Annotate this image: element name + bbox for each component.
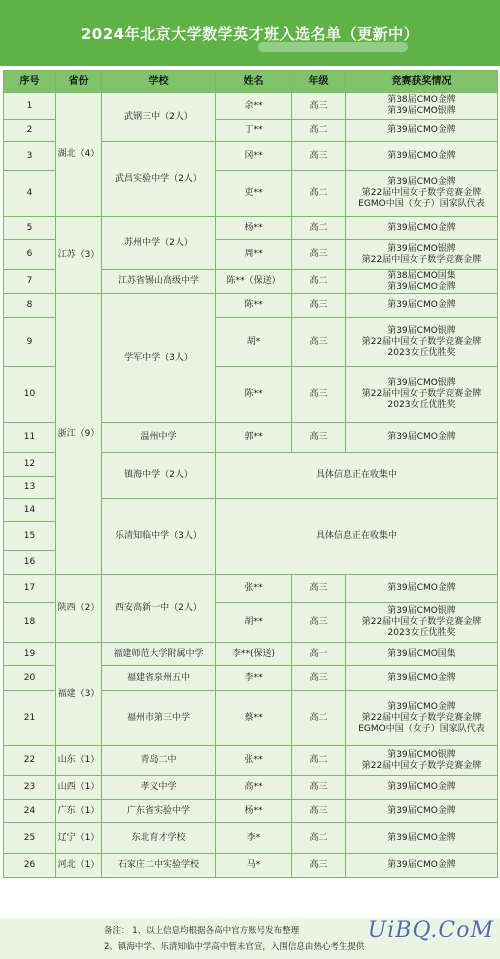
pending-info-cell: 具体信息正在收集中 <box>216 499 498 575</box>
grade-cell: 高三 <box>292 367 346 423</box>
student-name: 杨** <box>216 217 292 240</box>
row-index: 1 <box>4 93 56 120</box>
table-row <box>4 776 498 800</box>
awards-cell: 第39届CMO金牌 第22届中国女子数学竞赛金牌 EGMO中国（女子）国家队代表 <box>346 691 498 746</box>
province-cell: 河北（1） <box>56 854 102 878</box>
row-index: 8 <box>4 294 56 318</box>
roster-table <box>3 70 498 878</box>
awards-cell: 第39届CMO金牌 <box>346 823 498 854</box>
header-awards: 竞赛获奖情况 <box>346 71 498 93</box>
school-cell: 学军中学（3人） <box>102 294 216 423</box>
row-index: 22 <box>4 746 56 776</box>
school-cell: 武昌实验中学（2人） <box>102 142 216 217</box>
table-row <box>4 575 498 603</box>
blurred-subtitle <box>258 42 408 52</box>
school-cell: 温州中学 <box>102 423 216 453</box>
row-index: 7 <box>4 270 56 294</box>
student-name: 陈**（保送） <box>216 270 292 294</box>
awards-cell: 第39届CMO金牌 <box>346 120 498 142</box>
row-index: 12 <box>4 453 56 477</box>
row-index: 13 <box>4 477 56 499</box>
grade-cell: 高三 <box>292 93 346 120</box>
grade-cell: 高三 <box>292 423 346 453</box>
grade-cell: 高三 <box>292 294 346 318</box>
table-row <box>4 746 498 776</box>
row-index: 23 <box>4 776 56 800</box>
province-cell: 福建（3） <box>56 643 102 746</box>
province-cell: 辽宁（1） <box>56 823 102 854</box>
awards-cell: 第39届CMO银牌 第22届中国女子数学竞赛金牌 2023女丘优胜奖 <box>346 318 498 367</box>
school-cell: 乐清知临中学（3人） <box>102 499 216 575</box>
row-index: 14 <box>4 499 56 522</box>
grade-cell: 高三 <box>292 776 346 800</box>
awards-cell: 第39届CMO金牌 <box>346 666 498 691</box>
row-index: 15 <box>4 522 56 551</box>
grade-cell: 高二 <box>292 823 346 854</box>
pending-info-cell: 具体信息正在收集中 <box>216 453 498 499</box>
province-cell: 广东（1） <box>56 800 102 823</box>
student-name: 杨** <box>216 800 292 823</box>
row-index: 24 <box>4 800 56 823</box>
awards-cell: 第39届CMO金牌 <box>346 217 498 240</box>
awards-cell: 第38届CMO金牌 第39届CMO银牌 <box>346 93 498 120</box>
awards-cell: 第39届CMO金牌 <box>346 854 498 878</box>
province-cell: 山东（1） <box>56 746 102 776</box>
grade-cell: 高二 <box>292 171 346 217</box>
student-name: 吏** <box>216 171 292 217</box>
table-row <box>4 854 498 878</box>
school-cell: 镇海中学（2人） <box>102 453 216 499</box>
province-cell: 江苏（3） <box>56 217 102 294</box>
page-title: 2024年北京大学数学英才班入选名单（更新中） <box>80 24 420 43</box>
student-name: 余** <box>216 93 292 120</box>
header-name: 姓名 <box>216 71 292 93</box>
row-index: 4 <box>4 171 56 217</box>
row-index: 21 <box>4 691 56 746</box>
row-index: 6 <box>4 240 56 270</box>
row-index: 17 <box>4 575 56 603</box>
school-cell: 孝义中学 <box>102 776 216 800</box>
row-index: 2 <box>4 120 56 142</box>
grade-cell: 高一 <box>292 643 346 666</box>
school-cell: 苏州中学（2人） <box>102 217 216 270</box>
awards-cell: 第39届CMO金牌 <box>346 423 498 453</box>
student-name: 胡** <box>216 603 292 643</box>
grade-cell: 高二 <box>292 270 346 294</box>
table-row <box>4 217 498 240</box>
awards-cell: 第38届CMO国集 第39届CMO金牌 <box>346 270 498 294</box>
row-index: 16 <box>4 551 56 575</box>
student-name: 冈** <box>216 142 292 171</box>
student-name: 李** <box>216 666 292 691</box>
student-name: 陈** <box>216 367 292 423</box>
school-cell: 福建省泉州五中 <box>102 666 216 691</box>
grade-cell: 高三 <box>292 318 346 367</box>
province-cell: 山西（1） <box>56 776 102 800</box>
table-row <box>4 93 498 120</box>
student-name: 周** <box>216 240 292 270</box>
row-index: 5 <box>4 217 56 240</box>
student-name: 马* <box>216 854 292 878</box>
table-row <box>4 800 498 823</box>
header-index: 序号 <box>4 71 56 93</box>
student-name: 郭** <box>216 423 292 453</box>
school-cell: 广东省实验中学 <box>102 800 216 823</box>
row-index: 3 <box>4 142 56 171</box>
watermark-logo: UiBQ.CoM <box>367 918 494 943</box>
student-name: 高** <box>216 776 292 800</box>
school-cell: 江苏省锡山高级中学 <box>102 270 216 294</box>
row-index: 25 <box>4 823 56 854</box>
row-index: 11 <box>4 423 56 453</box>
awards-cell: 第39届CMO银牌 第22届中国女子数学竞赛金牌 <box>346 746 498 776</box>
student-name: 张** <box>216 746 292 776</box>
awards-cell: 第39届CMO金牌 <box>346 294 498 318</box>
header-province: 省份 <box>56 71 102 93</box>
row-index: 10 <box>4 367 56 423</box>
student-name: 陈** <box>216 294 292 318</box>
grade-cell: 高二 <box>292 746 346 776</box>
awards-cell: 第39届CMO金牌 <box>346 800 498 823</box>
school-cell: 石家庄二中实验学校 <box>102 854 216 878</box>
student-name: 丁** <box>216 120 292 142</box>
grade-cell: 高三 <box>292 603 346 643</box>
awards-cell: 第39届CMO银牌 第22届中国女子数学竞赛金牌 2023女丘优胜奖 <box>346 367 498 423</box>
table-header-row <box>4 71 498 93</box>
school-cell: 东北育才学校 <box>102 823 216 854</box>
header-school: 学校 <box>102 71 216 93</box>
grade-cell: 高二 <box>292 691 346 746</box>
awards-cell: 第39届CMO金牌 <box>346 142 498 171</box>
student-name: 胡* <box>216 318 292 367</box>
row-index: 19 <box>4 643 56 666</box>
grade-cell: 高二 <box>292 217 346 240</box>
grade-cell: 高三 <box>292 240 346 270</box>
page-title-banner <box>0 0 500 66</box>
grade-cell: 高二 <box>292 120 346 142</box>
province-cell: 湖北（4） <box>56 93 102 217</box>
grade-cell: 高三 <box>292 575 346 603</box>
student-name: 李**(保送) <box>216 643 292 666</box>
header-grade: 年级 <box>292 71 346 93</box>
awards-cell: 第39届CMO金牌 <box>346 575 498 603</box>
footer-note-1: 备注： 1、以上信息均根据各高中官方账号发布整理 <box>104 926 300 936</box>
row-index: 26 <box>4 854 56 878</box>
school-cell: 福州市第三中学 <box>102 691 216 746</box>
table-row <box>4 643 498 666</box>
student-name: 李* <box>216 823 292 854</box>
awards-cell: 第39届CMO金牌 <box>346 776 498 800</box>
awards-cell: 第39届CMO银牌 第22届中国女子数学竞赛金牌 <box>346 240 498 270</box>
awards-cell: 第39届CMO金牌 第22届中国女子数学竞赛金牌 EGMO中国（女子）国家队代表 <box>346 171 498 217</box>
table-row <box>4 823 498 854</box>
province-cell: 浙江（9） <box>56 294 102 575</box>
school-cell: 福建师范大学附属中学 <box>102 643 216 666</box>
row-index: 9 <box>4 318 56 367</box>
grade-cell: 高三 <box>292 666 346 691</box>
student-name: 蔡** <box>216 691 292 746</box>
table-row <box>4 294 498 318</box>
awards-cell: 第39届CMO银牌 第22届中国女子数学竞赛金牌 2023女丘优胜奖 <box>346 603 498 643</box>
school-cell: 西安高新一中（2人） <box>102 575 216 643</box>
grade-cell: 高三 <box>292 800 346 823</box>
row-index: 18 <box>4 603 56 643</box>
school-cell: 青岛二中 <box>102 746 216 776</box>
student-name: 张** <box>216 575 292 603</box>
awards-cell: 第39届CMO国集 <box>346 643 498 666</box>
row-index: 20 <box>4 666 56 691</box>
footer-note-2: 2、镇海中学、乐清知临中学高中暂未官宣，入围信息由热心考生提供 <box>104 942 365 952</box>
school-cell: 武钢三中（2人） <box>102 93 216 142</box>
grade-cell: 高三 <box>292 854 346 878</box>
province-cell: 陕西（2） <box>56 575 102 643</box>
grade-cell: 高三 <box>292 142 346 171</box>
